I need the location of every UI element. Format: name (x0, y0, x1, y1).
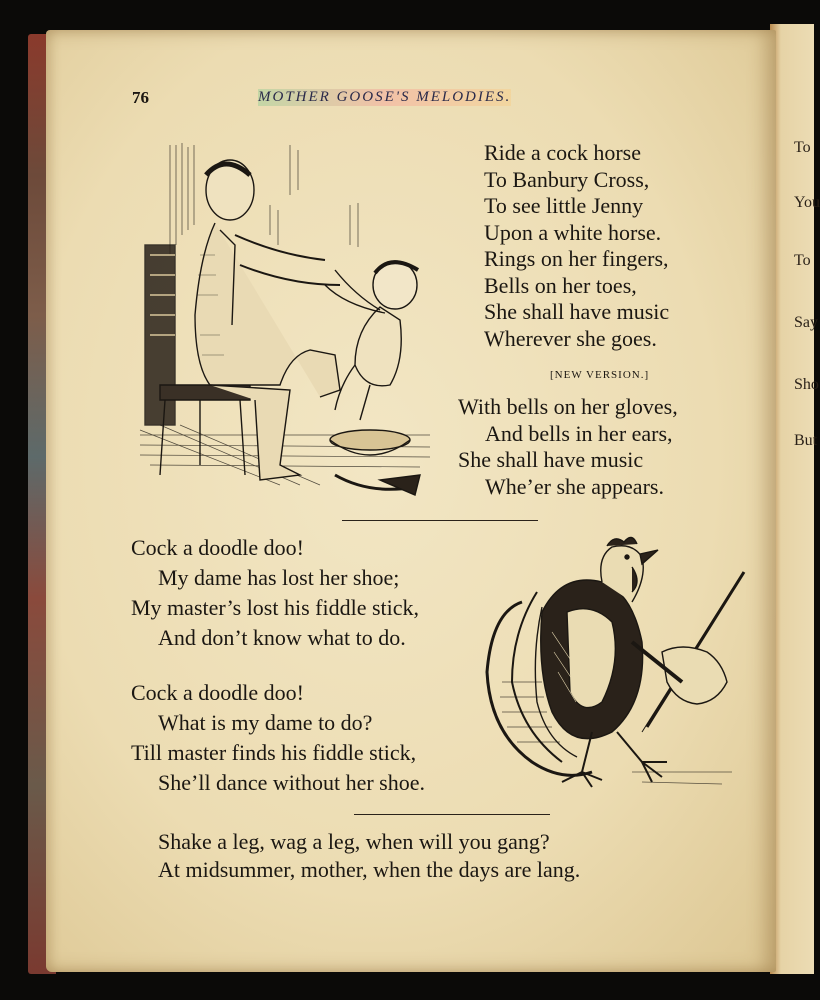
poem-line: Shake a leg, wag a leg, when will you gang? (158, 829, 550, 854)
next-page-edge (770, 24, 820, 974)
poem-line: Whe’er she appears. (485, 473, 664, 499)
poem-line: My master’s lost his fiddle stick, (131, 595, 420, 620)
next-page-fragment: You (794, 194, 820, 211)
poem-line: And bells in her ears, (485, 420, 673, 446)
poem-line: Rings on her fingers, (484, 246, 669, 271)
poem-line: Cock a doodle doo! (131, 680, 304, 705)
poem-line: With bells on her gloves, (458, 394, 678, 419)
running-title: MOTHER GOOSE'S MELODIES. (258, 89, 512, 105)
poem-line: She’ll dance without her shoe. (158, 770, 425, 795)
man-bouncing-child-illustration (140, 135, 440, 505)
next-page-fragment: But (794, 432, 818, 449)
poem-line: She shall have music (458, 447, 644, 472)
poem-line: My dame has lost her shoe; (158, 565, 400, 590)
poem-shake-a-leg (158, 828, 580, 884)
poem-line: What is my dame to do? (158, 710, 373, 735)
poem-line: And don’t know what to do. (158, 625, 406, 650)
page-header (0, 88, 814, 112)
next-page-fragment: To (794, 139, 811, 156)
poem-new-version (458, 394, 678, 500)
poem-line: Wherever she goes. (484, 325, 657, 351)
page-number: 76 (132, 88, 149, 107)
poem-line: To Banbury Cross, (484, 166, 650, 192)
poem-line: Bells on her toes, (484, 272, 637, 298)
stanza-gap (131, 653, 425, 678)
poem-cock-a-doodle-doo (131, 533, 425, 798)
next-page-fragment: Say (794, 314, 818, 331)
poem-ride-a-cock-horse (484, 140, 669, 352)
poem-line: Upon a white horse. (484, 219, 662, 245)
poem-line: To see little Jenny (484, 193, 644, 218)
poem-line: Ride a cock horse (484, 140, 641, 165)
section-divider (342, 520, 538, 521)
new-version-label: [NEW VERSION.] (550, 369, 650, 381)
section-divider (354, 814, 550, 815)
rooster-with-fiddle-illustration (482, 532, 752, 794)
next-page-fragment: Sho (794, 376, 819, 393)
poem-line: At midsummer, mother, when the days are lang. (158, 857, 581, 882)
next-page-fragment: To (794, 252, 811, 269)
poem-line: Till master finds his fiddle stick, (131, 740, 417, 765)
poem-line: She shall have music (484, 299, 670, 324)
poem-line: Cock a doodle doo! (131, 535, 304, 560)
